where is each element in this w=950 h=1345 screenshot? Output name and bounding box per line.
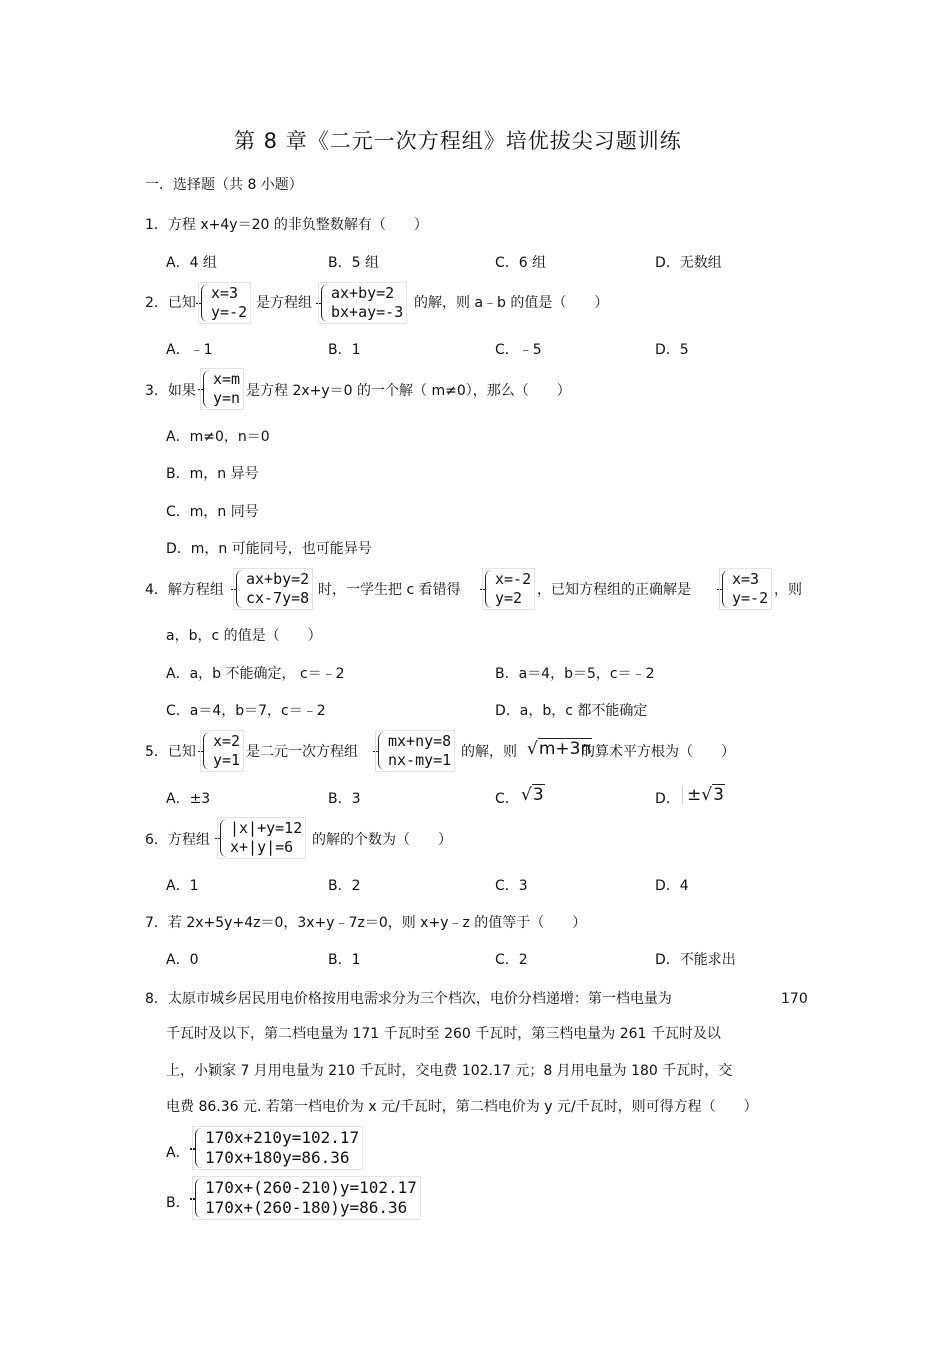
q2-sys1-row1: x=3 xyxy=(211,284,239,302)
q2-option-a: A．﹣1 xyxy=(166,342,213,358)
q4-sys1-row1: ax+by=2 xyxy=(246,570,310,588)
q2-option-d: D．5 xyxy=(655,342,689,358)
q2-sys1-row2: y=-2 xyxy=(211,302,248,321)
q7-option-c: C．2 xyxy=(495,952,528,968)
q5-sys1-row1: x=2 xyxy=(213,732,241,750)
q3-solution-system xyxy=(203,370,240,408)
section-heading: 一．选择题（共 8 小题） xyxy=(145,177,303,193)
q6-option-a: A．1 xyxy=(166,878,199,894)
question-5-number: 5．已知 xyxy=(145,744,196,760)
q2-option-c: C．﹣5 xyxy=(495,342,542,358)
q8-option-a-row1: 170x+210y=102.17 xyxy=(205,1128,360,1147)
q8-option-a-label: A． xyxy=(166,1145,190,1161)
q4-wrong-solution xyxy=(485,570,531,608)
q5-sys1-row2: y=1 xyxy=(213,750,241,769)
q5-option-c: C． xyxy=(495,791,519,807)
q2-sys2-row2: bx+ay=-3 xyxy=(331,302,404,321)
q4-option-c: C．a＝4，b＝7，c＝﹣2 xyxy=(166,703,326,719)
q1-option-c: C．6 组 xyxy=(495,255,547,271)
q4-option-a: A．a，b 不能确定， c＝﹣2 xyxy=(166,666,345,682)
q4-mid-text-1: 时，一学生把 c 看错得 xyxy=(318,582,461,598)
question-1-stem: 1．方程 x+4y＝20 的非负整数解有（ ） xyxy=(145,217,428,233)
q5-radicand: m+3n xyxy=(538,739,592,759)
question-3-number: 3．如果 xyxy=(145,383,196,399)
q4-option-d: D．a，b，c 都不能确定 xyxy=(495,703,648,719)
question-8-line-1: 8．太原市城乡居民用电价格按用电需求分为三个档次，电价分档递增：第一档电量为 xyxy=(145,991,672,1007)
question-6-number: 6．方程组 xyxy=(145,832,210,848)
q5-option-c-sqrt: √3 xyxy=(521,785,544,805)
q5-tail-text: 的算术平方根为（ ） xyxy=(581,744,735,760)
q3-sys1-row1: x=m xyxy=(213,370,241,388)
q3-option-b: B．m，n 异号 xyxy=(166,466,259,482)
q1-option-a: A．4 组 xyxy=(166,255,217,271)
q8-option-b-system xyxy=(195,1178,417,1218)
q5-mid-text: 是二元一次方程组 xyxy=(246,744,358,760)
q5-option-b: B．3 xyxy=(328,791,361,807)
q5-equation-system xyxy=(378,732,451,770)
question-8-line-2: 千瓦时及以下，第二档电量为 171 千瓦时至 260 千瓦时，第三档电量为 261 千瓦时及以 xyxy=(166,1026,721,1042)
q2-solution-system xyxy=(201,284,247,322)
question-8-line-4: 电费 86.36 元. 若第一档电价为 x 元/千瓦时，第二档电价为 y 元/千瓦时，则可得方程（ ） xyxy=(166,1099,758,1115)
q8-option-b-row1: 170x+(260-210)y=102.17 xyxy=(205,1178,417,1197)
q5-option-c-radicand: 3 xyxy=(532,785,544,805)
q2-mid-text: 是方程组 xyxy=(256,295,312,311)
q7-option-b: B．1 xyxy=(328,952,361,968)
question-2-number: 2．已知 xyxy=(145,295,196,311)
q4-sys1-row2: cx-7y=8 xyxy=(246,588,310,607)
question-8-line-3: 上，小颖家 7 月用电量为 210 千瓦时，交电费 102.17 元；8 月用电量为 180 千瓦时，交 xyxy=(166,1063,733,1079)
q3-option-d: D．m，n 可能同号，也可能异号 xyxy=(166,541,372,557)
q8-option-a-row2: 170x+180y=86.36 xyxy=(205,1148,350,1167)
q5-sqrt-expression: √m+3n xyxy=(527,739,592,759)
q3-option-c: C．m，n 同号 xyxy=(166,504,259,520)
q3-option-a: A．m≠0，n＝0 xyxy=(166,429,270,445)
q6-equation-system xyxy=(220,819,302,857)
q6-sys1-row1: |x|+y=12 xyxy=(230,819,303,837)
q6-option-b: B．2 xyxy=(328,878,361,894)
q1-option-b: B．5 组 xyxy=(328,255,379,271)
q4-sys3-row2: y=-2 xyxy=(732,588,769,607)
q4-equation-system xyxy=(236,570,309,608)
question-8-line-1-end: 170 xyxy=(781,991,808,1007)
q5-mid-text-2: 的解，则 xyxy=(461,744,517,760)
q7-option-d: D．不能求出 xyxy=(655,952,736,968)
q4-mid-text-2: ，已知方程组的正确解是 xyxy=(537,582,691,598)
q6-option-c: C．3 xyxy=(495,878,528,894)
q4-sys3-row1: x=3 xyxy=(732,570,760,588)
q5-sys2-row1: mx+ny=8 xyxy=(388,732,452,750)
q1-option-d: D．无数组 xyxy=(655,255,722,271)
q3-tail-text: 是方程 2x+y＝0 的一个解（ m≠0），那么（ ） xyxy=(246,383,571,399)
q4-option-b: B．a＝4，b＝5，c＝﹣2 xyxy=(495,666,655,682)
q8-option-b-row2: 170x+(260-180)y=86.36 xyxy=(205,1198,408,1217)
q4-tail-text: ，则 xyxy=(774,582,802,598)
q4-correct-solution xyxy=(722,570,768,608)
q6-option-d: D．4 xyxy=(655,878,689,894)
q4-sys2-row1: x=-2 xyxy=(495,570,532,588)
q6-sys1-row2: x+|y|=6 xyxy=(230,837,294,856)
q7-option-a: A．0 xyxy=(166,952,199,968)
question-4-number: 4．解方程组 xyxy=(145,582,224,598)
page-title: 第 8 章《二元一次方程组》培优拔尖习题训练 xyxy=(234,129,682,153)
q5-option-d-radicand: 3 xyxy=(713,785,724,805)
q5-option-a: A．±3 xyxy=(166,791,211,807)
q5-option-d-expression: ±√3 xyxy=(682,787,725,804)
question-7-stem: 7．若 2x+5y+4z＝0，3x+y﹣7z＝0，则 x+y﹣z 的值等于（ ） xyxy=(145,915,587,931)
q8-option-b-label: B． xyxy=(166,1195,190,1211)
q5-solution-system xyxy=(203,732,240,770)
q2-sys2-row1: ax+by=2 xyxy=(331,284,395,302)
q2-equation-system xyxy=(321,284,403,322)
q2-option-b: B．1 xyxy=(328,342,361,358)
q5-sys2-row2: nx-my=1 xyxy=(388,750,452,769)
q8-option-a-system xyxy=(195,1128,359,1168)
q5-option-d: D． xyxy=(655,791,680,807)
q3-sys1-row2: y=n xyxy=(213,388,241,407)
q5-option-d-pm: ± xyxy=(687,785,702,805)
q6-tail-text: 的解的个数为（ ） xyxy=(312,832,452,848)
q2-tail-text: 的解，则 a﹣b 的值是（ ） xyxy=(414,295,609,311)
q4-sys2-row2: y=2 xyxy=(495,588,523,607)
q4-line-2: a，b，c 的值是（ ） xyxy=(166,628,322,644)
